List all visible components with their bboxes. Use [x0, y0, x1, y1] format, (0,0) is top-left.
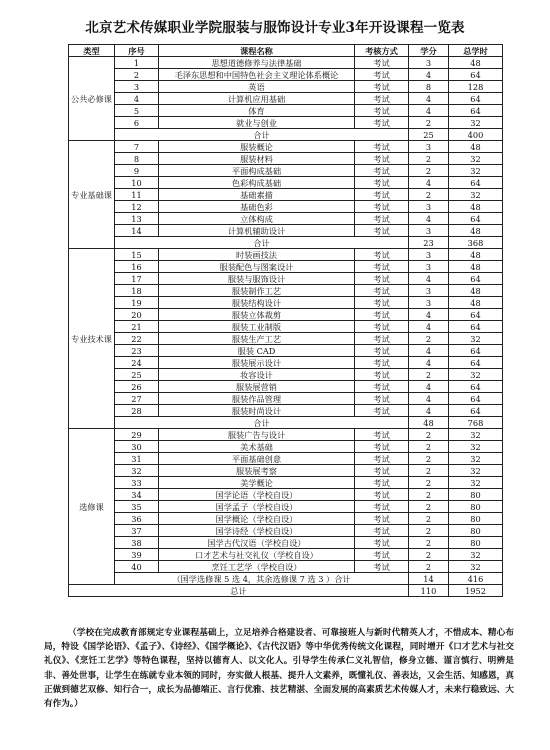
course-credits: 2: [409, 333, 449, 345]
exam-method: 考试: [355, 429, 409, 441]
course-credits: 2: [409, 537, 449, 549]
table-row: [69, 177, 503, 189]
course-number: 19: [115, 297, 159, 309]
exam-method: 考试: [355, 453, 409, 465]
course-credits: 2: [409, 369, 449, 381]
course-hours: 32: [449, 165, 503, 177]
table-row: [69, 141, 503, 153]
course-name: 服装工业制版: [159, 321, 355, 333]
table-row: [69, 465, 503, 477]
exam-method: 考试: [355, 189, 409, 201]
subtotal-row: [69, 573, 503, 585]
exam-method: 考试: [355, 357, 409, 369]
course-number: 9: [115, 165, 159, 177]
course-credits: 2: [409, 549, 449, 561]
subtotal-label: 合计: [115, 417, 409, 429]
exam-method: 考试: [355, 213, 409, 225]
course-number: 5: [115, 105, 159, 117]
course-credits: 4: [409, 405, 449, 417]
course-name: 服装生产工艺: [159, 333, 355, 345]
course-credits: 2: [409, 525, 449, 537]
course-hours: 48: [449, 261, 503, 273]
exam-method: 考试: [355, 465, 409, 477]
course-name: 毛泽东思想和中国特色社会主义理论体系概论: [159, 69, 355, 81]
table-row: [69, 357, 503, 369]
course-credits: 2: [409, 189, 449, 201]
subtotal-hours: 768: [449, 417, 503, 429]
course-name: 国学概论（学校自设）: [159, 513, 355, 525]
course-credits: 3: [409, 261, 449, 273]
table-row: [69, 369, 503, 381]
course-hours: 48: [449, 57, 503, 69]
course-name: 体育: [159, 105, 355, 117]
table-row: [69, 489, 503, 501]
table-row: [69, 501, 503, 513]
course-name: 思想道德修养与法律基础: [159, 57, 355, 69]
table-body: [69, 57, 503, 597]
course-credits: 4: [409, 357, 449, 369]
course-credits: 3: [409, 285, 449, 297]
table-row: [69, 513, 503, 525]
course-credits: 4: [409, 273, 449, 285]
course-number: 24: [115, 357, 159, 369]
table-row: [69, 213, 503, 225]
header-credits: 学分: [409, 45, 449, 57]
exam-method: 考试: [355, 261, 409, 273]
course-number: 1: [115, 57, 159, 69]
course-credits: 4: [409, 213, 449, 225]
course-number: 12: [115, 201, 159, 213]
course-name: 国学论语（学校自设）: [159, 489, 355, 501]
footnote: （学校在完成教育部规定专业课程基础上，立足培养合格建设者、可靠接班人与新时代精英人才，不惜成本、精心布局，特设《国学论语》、《孟子》、《诗经》、《国学概论》、《古代汉语》等中华优秀传统文化课程，同时增开《口才艺术与社交礼仪》、《烹饪工艺学》等特色课程，坚持以德育人、以文化人。引导学生传承仁义礼智信，修身立德、谨言慎行、明辨是非、善处世事，让学生在练就专业本领的同时，夯实做人根基、提升人文素养，既懂礼仪、善表达，又会生活、知感恩，真正做到德艺双修、知行合一，成长为品德端正、言行优雅、技艺精湛、全面发展的高素质艺术传媒人才，未来行稳致远、大有作为。）: [44, 628, 514, 710]
course-name: 平面基础创意: [159, 453, 355, 465]
course-name: 服装广告与设计: [159, 429, 355, 441]
course-hours: 48: [449, 141, 503, 153]
exam-method: 考试: [355, 501, 409, 513]
course-number: 26: [115, 381, 159, 393]
course-credits: 4: [409, 93, 449, 105]
course-hours: 80: [449, 525, 503, 537]
exam-method: 考试: [355, 405, 409, 417]
table-row: [69, 549, 503, 561]
exam-method: 考试: [355, 165, 409, 177]
course-name: 美学概论: [159, 477, 355, 489]
exam-method: 考试: [355, 381, 409, 393]
course-name: 计算机辅助设计: [159, 225, 355, 237]
course-number: 18: [115, 285, 159, 297]
total-hours: 1952: [449, 585, 503, 597]
exam-method: 考试: [355, 105, 409, 117]
course-number: 4: [115, 93, 159, 105]
course-credits: 2: [409, 165, 449, 177]
course-credits: 2: [409, 561, 449, 573]
header-course-name: 课程名称: [159, 45, 355, 57]
total-credits: 110: [409, 585, 449, 597]
subtotal-hours: 400: [449, 129, 503, 141]
subtotal-credits: 25: [409, 129, 449, 141]
subtotal-credits: 14: [409, 573, 449, 585]
course-hours: 64: [449, 105, 503, 117]
course-number: 14: [115, 225, 159, 237]
course-name: 服装材料: [159, 153, 355, 165]
table-row: [69, 189, 503, 201]
course-hours: 32: [449, 429, 503, 441]
exam-method: 考试: [355, 309, 409, 321]
course-name: 服装配色与图案设计: [159, 261, 355, 273]
exam-method: 考试: [355, 537, 409, 549]
course-name: 英语: [159, 81, 355, 93]
header-number: 序号: [115, 45, 159, 57]
table-row: [69, 249, 503, 261]
course-number: 40: [115, 561, 159, 573]
course-hours: 64: [449, 357, 503, 369]
course-hours: 80: [449, 537, 503, 549]
total-row: [69, 585, 503, 597]
course-credits: 2: [409, 441, 449, 453]
course-hours: 64: [449, 177, 503, 189]
course-name: 服装展考察: [159, 465, 355, 477]
course-hours: 32: [449, 153, 503, 165]
table-row: [69, 561, 503, 573]
course-number: 34: [115, 489, 159, 501]
course-hours: 80: [449, 501, 503, 513]
subtotal-label: 合计: [115, 129, 409, 141]
course-credits: 3: [409, 249, 449, 261]
table-row: [69, 477, 503, 489]
course-credits: 2: [409, 153, 449, 165]
table-row: [69, 105, 503, 117]
table-row: [69, 261, 503, 273]
course-hours: 48: [449, 297, 503, 309]
course-name: 妆容设计: [159, 369, 355, 381]
exam-method: 考试: [355, 153, 409, 165]
course-hours: 64: [449, 321, 503, 333]
course-number: 32: [115, 465, 159, 477]
course-hours: 64: [449, 405, 503, 417]
header-exam-method: 考核方式: [355, 45, 409, 57]
table-row: [69, 93, 503, 105]
course-hours: 48: [449, 225, 503, 237]
course-name: 服装立体裁剪: [159, 309, 355, 321]
exam-method: 考试: [355, 273, 409, 285]
course-credits: 8: [409, 81, 449, 93]
table-row: [69, 117, 503, 129]
course-credits: 2: [409, 117, 449, 129]
course-number: 39: [115, 549, 159, 561]
course-number: 15: [115, 249, 159, 261]
course-hours: 64: [449, 309, 503, 321]
course-name: 服装制作工艺: [159, 285, 355, 297]
table-row: [69, 429, 503, 441]
course-number: 31: [115, 453, 159, 465]
table-row: [69, 153, 503, 165]
course-credits: 3: [409, 225, 449, 237]
course-credits: 3: [409, 201, 449, 213]
course-hours: 80: [449, 489, 503, 501]
course-name: 服装 CAD: [159, 345, 355, 357]
table-row: [69, 441, 503, 453]
course-hours: 32: [449, 441, 503, 453]
category-cell: 专业基础课: [69, 141, 115, 249]
course-name: 服装概论: [159, 141, 355, 153]
course-name: 基础色彩: [159, 201, 355, 213]
course-number: 35: [115, 501, 159, 513]
exam-method: 考试: [355, 117, 409, 129]
table-row: [69, 201, 503, 213]
course-name: 色彩构成基础: [159, 177, 355, 189]
course-hours: 48: [449, 201, 503, 213]
course-name: 服装结构设计: [159, 297, 355, 309]
table-row: [69, 81, 503, 93]
exam-method: 考试: [355, 345, 409, 357]
course-number: 8: [115, 153, 159, 165]
table-row: [69, 165, 503, 177]
course-number: 2: [115, 69, 159, 81]
exam-method: 考试: [355, 93, 409, 105]
exam-method: 考试: [355, 513, 409, 525]
course-name: 服装时尚设计: [159, 405, 355, 417]
exam-method: 考试: [355, 249, 409, 261]
course-credits: 2: [409, 465, 449, 477]
course-credits: 2: [409, 489, 449, 501]
course-name: 国学诗经（学校自设）: [159, 525, 355, 537]
course-name: 服装作品管理: [159, 393, 355, 405]
course-credits: 3: [409, 141, 449, 153]
exam-method: 考试: [355, 477, 409, 489]
course-number: 25: [115, 369, 159, 381]
course-hours: 64: [449, 93, 503, 105]
course-credits: 2: [409, 501, 449, 513]
category-cell: 选修课: [69, 429, 115, 585]
course-number: 23: [115, 345, 159, 357]
exam-method: 考试: [355, 285, 409, 297]
exam-method: 考试: [355, 333, 409, 345]
table-row: [69, 309, 503, 321]
course-hours: 64: [449, 213, 503, 225]
subtotal-row: [69, 417, 503, 429]
course-number: 30: [115, 441, 159, 453]
course-credits: 4: [409, 381, 449, 393]
course-number: 36: [115, 513, 159, 525]
subtotal-row: [69, 129, 503, 141]
table-row: [69, 321, 503, 333]
course-credits: 4: [409, 105, 449, 117]
page-title: 北京艺术传媒职业学院服装与服饰设计专业3年开设课程一览表: [85, 20, 465, 36]
exam-method: 考试: [355, 201, 409, 213]
course-hours: 128: [449, 81, 503, 93]
course-hours: 48: [449, 285, 503, 297]
course-number: 16: [115, 261, 159, 273]
course-name: 时装画技法: [159, 249, 355, 261]
course-hours: 32: [449, 333, 503, 345]
subtotal-label: 合计: [115, 237, 409, 249]
course-credits: 4: [409, 393, 449, 405]
course-name: 基础素描: [159, 189, 355, 201]
course-name: 计算机应用基础: [159, 93, 355, 105]
subtotal-hours: 368: [449, 237, 503, 249]
table-row: [69, 537, 503, 549]
course-name: 口才艺术与社交礼仪（学校自设）: [159, 549, 355, 561]
course-number: 33: [115, 477, 159, 489]
course-hours: 64: [449, 381, 503, 393]
table-row: [69, 273, 503, 285]
category-cell: 公共必修课: [69, 57, 115, 141]
subtotal-hours: 416: [449, 573, 503, 585]
course-name: 立体构成: [159, 213, 355, 225]
table-row: [69, 525, 503, 537]
course-hours: 64: [449, 345, 503, 357]
exam-method: 考试: [355, 489, 409, 501]
course-credits: 2: [409, 429, 449, 441]
exam-method: 考试: [355, 225, 409, 237]
course-hours: 32: [449, 549, 503, 561]
total-label: 总计: [69, 585, 409, 597]
course-number: 20: [115, 309, 159, 321]
table-header-row: [69, 45, 503, 57]
course-name: 烹饪工艺学（学校自设）: [159, 561, 355, 573]
exam-method: 考试: [355, 549, 409, 561]
table-row: [69, 453, 503, 465]
exam-method: 考试: [355, 81, 409, 93]
table-row: [69, 381, 503, 393]
table-row: [69, 225, 503, 237]
course-hours: 32: [449, 189, 503, 201]
course-credits: 4: [409, 345, 449, 357]
course-name: 服装展营销: [159, 381, 355, 393]
header-total-hours: 总学时: [449, 45, 503, 57]
exam-method: 考试: [355, 57, 409, 69]
course-hours: 64: [449, 273, 503, 285]
course-hours: 32: [449, 453, 503, 465]
table-row: [69, 393, 503, 405]
subtotal-credits: 23: [409, 237, 449, 249]
course-number: 27: [115, 393, 159, 405]
exam-method: 考试: [355, 321, 409, 333]
exam-method: 考试: [355, 177, 409, 189]
subtotal-credits: 48: [409, 417, 449, 429]
exam-method: 考试: [355, 561, 409, 573]
course-credits: 4: [409, 177, 449, 189]
course-hours: 32: [449, 561, 503, 573]
table-row: [69, 297, 503, 309]
exam-method: 考试: [355, 369, 409, 381]
table-row: [69, 285, 503, 297]
course-number: 17: [115, 273, 159, 285]
subtotal-row: [69, 237, 503, 249]
course-hours: 32: [449, 477, 503, 489]
course-credits: 2: [409, 453, 449, 465]
course-name: 就业与创业: [159, 117, 355, 129]
exam-method: 考试: [355, 297, 409, 309]
course-name: 服装与服饰设计: [159, 273, 355, 285]
table-row: [69, 333, 503, 345]
course-hours: 48: [449, 249, 503, 261]
course-credits: 2: [409, 513, 449, 525]
subtotal-label: （国学选修课 5 选 4，其余选修课 7 选 3 ）合计: [115, 573, 409, 585]
course-credits: 2: [409, 477, 449, 489]
exam-method: 考试: [355, 441, 409, 453]
table-row: [69, 405, 503, 417]
course-name: 国学古代汉语（学校自设）: [159, 537, 355, 549]
course-credits: 3: [409, 297, 449, 309]
exam-method: 考试: [355, 393, 409, 405]
table-row: [69, 69, 503, 81]
course-credits: 4: [409, 309, 449, 321]
exam-method: 考试: [355, 141, 409, 153]
course-number: 29: [115, 429, 159, 441]
table-row: [69, 345, 503, 357]
course-table: [68, 44, 503, 597]
course-number: 3: [115, 81, 159, 93]
course-number: 22: [115, 333, 159, 345]
header-type: 类型: [69, 45, 115, 57]
course-credits: 4: [409, 69, 449, 81]
table-row: [69, 57, 503, 69]
course-hours: 80: [449, 513, 503, 525]
course-credits: 4: [409, 321, 449, 333]
course-name: 平面构成基础: [159, 165, 355, 177]
course-hours: 32: [449, 117, 503, 129]
course-hours: 32: [449, 369, 503, 381]
course-number: 6: [115, 117, 159, 129]
course-hours: 64: [449, 393, 503, 405]
course-number: 7: [115, 141, 159, 153]
course-number: 28: [115, 405, 159, 417]
exam-method: 考试: [355, 69, 409, 81]
course-name: 服装展示设计: [159, 357, 355, 369]
course-number: 13: [115, 213, 159, 225]
course-number: 37: [115, 525, 159, 537]
course-number: 38: [115, 537, 159, 549]
course-name: 美术基础: [159, 441, 355, 453]
course-number: 11: [115, 189, 159, 201]
category-cell: 专业技术课: [69, 249, 115, 429]
exam-method: 考试: [355, 525, 409, 537]
course-hours: 64: [449, 69, 503, 81]
course-number: 21: [115, 321, 159, 333]
course-number: 10: [115, 177, 159, 189]
course-name: 国学孟子（学校自设）: [159, 501, 355, 513]
course-credits: 3: [409, 57, 449, 69]
course-hours: 32: [449, 465, 503, 477]
